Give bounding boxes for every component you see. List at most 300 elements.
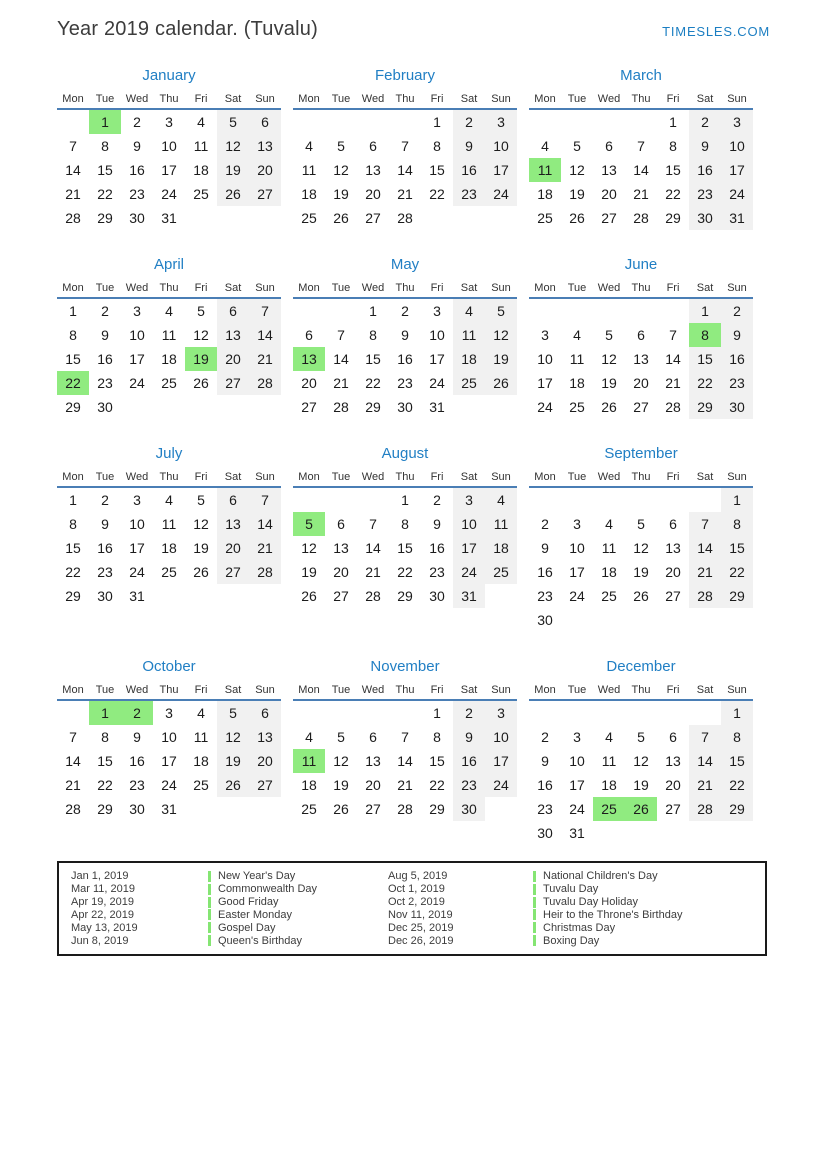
day-cell: 14 <box>633 162 649 178</box>
day-cell: 26 <box>633 588 649 604</box>
legend-holiday-label: Boxing Day <box>543 934 600 947</box>
day-cell: 19 <box>633 777 649 793</box>
day-cell: 28 <box>65 210 81 226</box>
day-cell: 6 <box>369 138 377 154</box>
day-cell: 2 <box>433 492 441 508</box>
day-cell: 18 <box>301 777 317 793</box>
month-title: April <box>153 256 184 273</box>
day-cell: 8 <box>669 138 677 154</box>
day-cell: 29 <box>665 210 681 226</box>
day-cell: 19 <box>569 186 585 202</box>
day-cell: 12 <box>633 540 649 556</box>
day-cell: 6 <box>249 701 281 725</box>
day-cell: 20 <box>665 777 681 793</box>
day-cell: 1 <box>69 492 77 508</box>
legend-holiday-label: Gospel Day <box>218 921 276 934</box>
legend-holiday-name <box>533 896 759 908</box>
weekday-label: Fri <box>430 684 444 696</box>
holiday-marker-icon <box>208 884 211 895</box>
legend-holiday-label: Christmas Day <box>543 921 616 934</box>
empty-cell <box>657 299 689 323</box>
day-cell: 19 <box>633 564 649 580</box>
day-cell: 10 <box>485 134 517 158</box>
day-grid <box>57 110 281 230</box>
weekday-label: Tue <box>331 93 351 105</box>
day-cell: 31 <box>453 584 485 608</box>
day-cell: 14 <box>65 753 81 769</box>
legend-date: Dec 25, 2019 <box>388 921 454 934</box>
empty-cell <box>529 701 561 725</box>
day-cell: 2 <box>101 303 109 319</box>
day-cell: 27 <box>217 560 249 584</box>
weekday-label: Wed <box>361 93 385 105</box>
day-cell: 1 <box>689 299 721 323</box>
day-cell: 23 <box>689 182 721 206</box>
legend-holiday-name <box>208 935 388 947</box>
day-cell: 15 <box>429 162 445 178</box>
day-cell: 21 <box>397 777 413 793</box>
day-cell: 28 <box>249 371 281 395</box>
weekday-label: Sat <box>696 471 714 483</box>
day-cell: 18 <box>601 777 617 793</box>
holiday-marker-icon <box>533 884 536 895</box>
day-cell: 23 <box>97 564 113 580</box>
day-cell: 19 <box>485 347 517 371</box>
day-cell: 29 <box>365 399 381 415</box>
day-cell: 27 <box>249 182 281 206</box>
day-cell: 1 <box>401 492 409 508</box>
day-cell: 17 <box>569 777 585 793</box>
empty-cell <box>293 701 325 725</box>
day-cell: 12 <box>217 725 249 749</box>
day-cell: 29 <box>97 210 113 226</box>
day-cell: 12 <box>193 516 209 532</box>
day-cell: 13 <box>293 347 325 371</box>
day-cell: 16 <box>453 749 485 773</box>
day-cell: 6 <box>669 516 677 532</box>
day-cell: 6 <box>369 729 377 745</box>
day-cell: 23 <box>97 375 113 391</box>
weekday-label: Fri <box>194 471 208 483</box>
day-cell: 18 <box>601 564 617 580</box>
day-cell: 2 <box>121 701 153 725</box>
empty-cell <box>689 701 721 725</box>
month-title: July <box>155 445 183 462</box>
weekday-label: Wed <box>361 684 385 696</box>
day-cell: 15 <box>429 753 445 769</box>
day-cell: 22 <box>97 777 113 793</box>
weekday-label: Sun <box>255 282 275 294</box>
day-cell: 17 <box>485 158 517 182</box>
day-cell: 6 <box>217 299 249 323</box>
weekday-header-row <box>293 471 517 488</box>
day-cell: 17 <box>429 351 445 367</box>
day-cell: 14 <box>689 749 721 773</box>
day-cell: 7 <box>669 327 677 343</box>
legend-date: Nov 11, 2019 <box>388 908 453 921</box>
legend-holiday-name <box>208 922 388 934</box>
day-cell: 13 <box>665 540 681 556</box>
weekday-label: Thu <box>631 93 651 105</box>
day-cell: 20 <box>249 158 281 182</box>
day-cell: 22 <box>97 186 113 202</box>
day-cell: 28 <box>333 399 349 415</box>
day-cell: 16 <box>397 351 413 367</box>
weekday-label: Sun <box>491 471 511 483</box>
day-cell: 14 <box>65 162 81 178</box>
day-cell: 24 <box>485 773 517 797</box>
day-cell: 3 <box>573 729 581 745</box>
day-cell: 23 <box>721 371 753 395</box>
day-cell: 8 <box>69 327 77 343</box>
weekday-header-row <box>57 471 281 488</box>
holiday-marker-icon <box>533 922 536 933</box>
weekday-label: Fri <box>430 282 444 294</box>
day-cell: 18 <box>569 375 585 391</box>
day-cell: 18 <box>193 162 209 178</box>
day-cell: 5 <box>217 110 249 134</box>
legend-holiday-name <box>208 883 388 895</box>
legend-date: Apr 22, 2019 <box>71 908 134 921</box>
empty-cell <box>593 488 625 512</box>
legend-holiday-name <box>533 909 759 921</box>
day-cell: 4 <box>305 138 313 154</box>
day-cell: 23 <box>129 777 145 793</box>
day-cell: 30 <box>537 612 553 628</box>
empty-cell <box>625 488 657 512</box>
day-cell: 5 <box>637 516 645 532</box>
day-cell: 14 <box>365 540 381 556</box>
legend-date: May 13, 2019 <box>71 921 138 934</box>
day-cell: 13 <box>365 753 381 769</box>
weekday-header-row <box>529 93 753 110</box>
day-cell: 11 <box>453 323 485 347</box>
day-cell: 4 <box>165 303 173 319</box>
day-cell: 5 <box>337 729 345 745</box>
day-cell: 25 <box>593 797 625 821</box>
day-cell: 25 <box>485 560 517 584</box>
day-cell: 15 <box>721 749 753 773</box>
legend-holiday-name <box>208 909 388 921</box>
day-cell: 14 <box>689 536 721 560</box>
day-cell: 18 <box>193 753 209 769</box>
empty-cell <box>389 701 421 725</box>
day-cell: 23 <box>537 588 553 604</box>
day-cell: 3 <box>541 327 549 343</box>
weekday-label: Mon <box>62 93 84 105</box>
weekday-label: Sat <box>696 684 714 696</box>
day-cell: 28 <box>665 399 681 415</box>
day-grid <box>293 701 517 821</box>
weekday-header-row <box>293 282 517 299</box>
day-cell: 29 <box>721 584 753 608</box>
empty-cell <box>529 110 561 134</box>
weekday-label: Tue <box>567 471 587 483</box>
legend-date: Aug 5, 2019 <box>388 870 448 882</box>
day-grid <box>293 299 517 419</box>
day-cell: 10 <box>129 516 145 532</box>
day-cell: 25 <box>161 564 177 580</box>
month-june <box>529 256 753 419</box>
day-cell: 3 <box>165 114 173 130</box>
day-cell: 7 <box>249 488 281 512</box>
day-cell: 12 <box>217 134 249 158</box>
holiday-marker-icon <box>208 909 211 920</box>
day-cell: 6 <box>217 488 249 512</box>
legend-holiday-label: National Children's Day <box>543 870 658 882</box>
weekday-label: Thu <box>631 282 651 294</box>
legend-holiday-label: Queen's Birthday <box>218 934 303 947</box>
day-cell: 22 <box>57 371 89 395</box>
day-cell: 26 <box>625 797 657 821</box>
day-cell: 23 <box>453 773 485 797</box>
day-cell: 9 <box>721 323 753 347</box>
day-cell: 1 <box>721 488 753 512</box>
empty-cell <box>657 701 689 725</box>
day-cell: 25 <box>301 210 317 226</box>
empty-cell <box>625 110 657 134</box>
day-cell: 3 <box>133 303 141 319</box>
legend-holiday-label: Good Friday <box>218 895 279 908</box>
month-may <box>293 256 517 419</box>
day-cell: 5 <box>197 492 205 508</box>
holiday-marker-icon <box>533 871 536 882</box>
day-cell: 5 <box>637 729 645 745</box>
month-november <box>293 658 517 845</box>
empty-cell <box>561 701 593 725</box>
day-cell: 24 <box>721 182 753 206</box>
day-cell: 18 <box>537 186 553 202</box>
day-cell: 24 <box>537 399 553 415</box>
legend-holiday-name <box>533 922 759 934</box>
day-cell: 5 <box>197 303 205 319</box>
day-cell: 13 <box>249 134 281 158</box>
month-january <box>57 67 281 230</box>
day-cell: 21 <box>365 564 381 580</box>
weekday-label: Mon <box>534 471 556 483</box>
day-cell: 19 <box>301 564 317 580</box>
day-cell: 2 <box>101 492 109 508</box>
day-cell: 19 <box>217 749 249 773</box>
day-cell: 28 <box>397 801 413 817</box>
legend-holiday-label: Tuvalu Day Holiday <box>543 895 638 908</box>
weekday-label: Mon <box>298 471 320 483</box>
empty-cell <box>625 299 657 323</box>
day-cell: 31 <box>161 210 177 226</box>
day-cell: 7 <box>689 512 721 536</box>
day-cell: 18 <box>161 540 177 556</box>
day-cell: 28 <box>249 560 281 584</box>
day-cell: 13 <box>601 162 617 178</box>
day-cell: 31 <box>721 206 753 230</box>
day-cell: 15 <box>689 347 721 371</box>
weekday-label: Wed <box>125 282 149 294</box>
day-cell: 7 <box>69 138 77 154</box>
site-link[interactable]: TIMESLES.COM <box>662 24 770 39</box>
weekday-label: Sun <box>727 471 747 483</box>
empty-cell <box>293 488 325 512</box>
day-cell: 13 <box>665 753 681 769</box>
legend-date: Oct 1, 2019 <box>388 882 445 895</box>
day-cell: 12 <box>485 323 517 347</box>
day-cell: 31 <box>129 588 145 604</box>
day-cell: 14 <box>249 323 281 347</box>
day-cell: 26 <box>217 773 249 797</box>
holiday-marker-icon <box>533 909 536 920</box>
day-cell: 16 <box>97 540 113 556</box>
day-cell: 3 <box>721 110 753 134</box>
weekday-label: Fri <box>194 93 208 105</box>
day-cell: 4 <box>453 299 485 323</box>
day-cell: 27 <box>601 210 617 226</box>
day-cell: 9 <box>133 138 141 154</box>
day-cell: 11 <box>601 753 617 769</box>
day-cell: 23 <box>129 186 145 202</box>
weekday-label: Fri <box>666 684 680 696</box>
day-cell: 2 <box>401 303 409 319</box>
weekday-label: Fri <box>666 93 680 105</box>
day-cell: 12 <box>333 753 349 769</box>
day-cell: 31 <box>429 399 445 415</box>
empty-cell <box>325 488 357 512</box>
day-cell: 29 <box>65 399 81 415</box>
weekday-label: Tue <box>567 93 587 105</box>
day-cell: 20 <box>633 375 649 391</box>
day-cell: 18 <box>485 536 517 560</box>
weekday-label: Mon <box>534 93 556 105</box>
day-cell: 15 <box>365 351 381 367</box>
holiday-marker-icon <box>533 897 536 908</box>
weekday-label: Sat <box>460 282 478 294</box>
weekday-label: Mon <box>62 282 84 294</box>
weekday-label: Thu <box>159 93 179 105</box>
weekday-header-row <box>57 93 281 110</box>
empty-cell <box>325 110 357 134</box>
day-cell: 20 <box>365 777 381 793</box>
day-cell: 3 <box>133 492 141 508</box>
day-cell: 15 <box>97 162 113 178</box>
day-cell: 15 <box>97 753 113 769</box>
weekday-header-row <box>57 282 281 299</box>
day-cell: 17 <box>485 749 517 773</box>
weekday-label: Wed <box>125 684 149 696</box>
day-cell: 12 <box>569 162 585 178</box>
day-cell: 3 <box>573 516 581 532</box>
day-cell: 6 <box>249 110 281 134</box>
holiday-marker-icon <box>208 922 211 933</box>
day-cell: 22 <box>689 371 721 395</box>
weekday-label: Thu <box>159 471 179 483</box>
day-cell: 4 <box>541 138 549 154</box>
day-cell: 19 <box>185 347 217 371</box>
empty-cell <box>561 110 593 134</box>
day-cell: 5 <box>293 512 325 536</box>
day-cell: 24 <box>161 186 177 202</box>
day-cell: 25 <box>601 588 617 604</box>
day-cell: 4 <box>485 488 517 512</box>
day-cell: 6 <box>337 516 345 532</box>
legend-date: Mar 11, 2019 <box>71 882 136 895</box>
day-cell: 17 <box>569 564 585 580</box>
day-cell: 9 <box>101 516 109 532</box>
empty-cell <box>529 488 561 512</box>
day-cell: 14 <box>249 512 281 536</box>
legend-date: Oct 2, 2019 <box>388 895 445 908</box>
day-cell: 29 <box>397 588 413 604</box>
day-cell: 4 <box>165 492 173 508</box>
empty-cell <box>529 299 561 323</box>
day-cell: 24 <box>129 564 145 580</box>
day-cell: 20 <box>217 347 249 371</box>
day-cell: 8 <box>101 729 109 745</box>
day-cell: 6 <box>669 729 677 745</box>
weekday-label: Sat <box>696 93 714 105</box>
day-cell: 28 <box>689 584 721 608</box>
day-cell: 17 <box>537 375 553 391</box>
day-cell: 26 <box>193 564 209 580</box>
day-cell: 26 <box>485 371 517 395</box>
day-cell: 27 <box>249 773 281 797</box>
month-title: September <box>604 445 678 462</box>
day-cell: 17 <box>129 540 145 556</box>
day-cell: 15 <box>665 162 681 178</box>
day-cell: 30 <box>689 206 721 230</box>
day-cell: 13 <box>333 540 349 556</box>
weekday-header-row <box>57 684 281 701</box>
day-cell: 14 <box>397 753 413 769</box>
weekday-label: Mon <box>62 684 84 696</box>
day-cell: 25 <box>193 777 209 793</box>
empty-cell <box>561 488 593 512</box>
weekday-label: Wed <box>361 471 385 483</box>
day-cell: 9 <box>541 753 549 769</box>
day-cell: 27 <box>633 399 649 415</box>
weekday-label: Sun <box>255 684 275 696</box>
day-cell: 10 <box>161 138 177 154</box>
day-cell: 5 <box>217 701 249 725</box>
legend-holiday-label: Tuvalu Day <box>543 882 599 895</box>
weekday-header-row <box>529 282 753 299</box>
holiday-marker-icon <box>208 897 211 908</box>
legend-holiday-label: Easter Monday <box>218 908 292 921</box>
day-cell: 8 <box>369 327 377 343</box>
day-cell: 30 <box>97 588 113 604</box>
day-cell: 22 <box>721 560 753 584</box>
day-cell: 3 <box>485 110 517 134</box>
day-cell: 7 <box>249 299 281 323</box>
weekday-label: Thu <box>395 282 415 294</box>
day-cell: 2 <box>453 701 485 725</box>
day-cell: 20 <box>301 375 317 391</box>
day-cell: 24 <box>485 182 517 206</box>
weekday-label: Sun <box>491 282 511 294</box>
day-cell: 9 <box>453 725 485 749</box>
weekday-label: Sat <box>460 93 478 105</box>
day-cell: 6 <box>305 327 313 343</box>
weekday-label: Fri <box>666 282 680 294</box>
weekday-label: Wed <box>597 684 621 696</box>
day-cell: 1 <box>721 701 753 725</box>
day-cell: 11 <box>569 351 585 367</box>
day-cell: 21 <box>397 186 413 202</box>
weekday-label: Sun <box>727 93 747 105</box>
day-cell: 14 <box>397 162 413 178</box>
day-cell: 10 <box>537 351 553 367</box>
weekday-label: Wed <box>597 93 621 105</box>
day-cell: 6 <box>605 138 613 154</box>
weekday-label: Thu <box>159 282 179 294</box>
empty-cell <box>561 299 593 323</box>
